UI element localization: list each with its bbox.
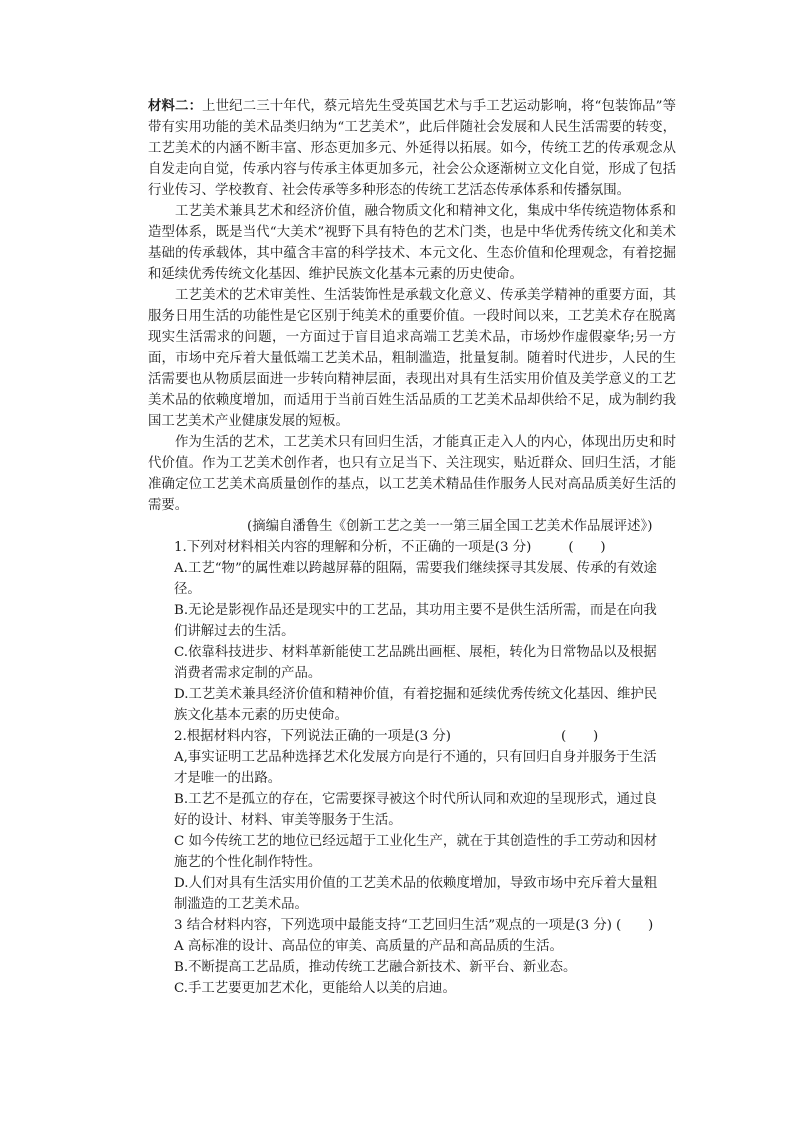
question-1-stem <box>148 537 676 558</box>
question-3-text: 3 结合材料内容，下列选项中最能支持“工艺回归生活”观点的一项是(3 分) <box>174 918 613 933</box>
question-3-option-c: C.手工艺要更加艺术化，更能给人以美的启迪。 <box>174 981 456 996</box>
question-2-option-d: D.人们对具有生活实用价值的工艺美术品的依赖度增加，导致市场中充斥着大量粗制滥造的工艺美术品。 <box>174 876 658 912</box>
material-paragraph-3: 工艺美术的艺术审美性、生活装饰性是承载文化意义、传承美学精神的重要方面，其服务日用生活的功能性是它区别于纯美术的重要价值。一段时间以来，工艺美术存在脱离现实生活需求的问题，一方面过于盲目追求高端工艺美术品，市场炒作虚假豪华;另一方面，市场中充斥着大量低端工艺美术品，粗制滥造，批量复制。随着时代进步，人民的生活需要也从物质层面进一步转向精神层面，表现出对具有生活实用价值及美学意义的工艺美术品的依赖度增加，而适用于当前百姓生活品质的工艺美术品却供给不足，成为制约我国工艺美术产业健康发展的短板。 <box>148 288 676 429</box>
question-3-option-b: B.不断提高工艺品质，推动传统工艺融合新技术、新平台、新业态。 <box>174 960 577 975</box>
material-paragraph-2: 工艺美术兼具艺术和经济价值，融合物质文化和精神文化，集成中华传统造物体系和造型体系，既是当代“大美术”视野下具有特色的艺术门类，也是中华优秀传统文化和美术基础的传承载体，其中蕴含丰富的科学技术、本元文化、生态价值和伦理观念，有着挖掘和延续优秀传统文化基因、维护民族文化基本元素的历史使命。 <box>148 204 676 282</box>
material-lead-label: 材料二： <box>148 98 203 114</box>
exam-page <box>148 96 676 999</box>
question-1-option-c: C.依靠科技进步、材料革新能使工艺品跳出画框、展柜，转化为日常物品以及根据消费者需求定制的产品。 <box>174 645 657 681</box>
question-3-option-a: A 高标准的设计、高品位的审美、高质量的产品和高品质的生活。 <box>174 939 563 954</box>
question-1-option-d: D.工艺美术兼具经济价值和精神价值，有着挖掘和延续优秀传统文化基因、维护民族文化基本元素的历史使命。 <box>174 687 658 723</box>
question-2-option-a: A,事实证明工艺品种选择艺术化发展方向是行不通的，只有回归自身并服务于生活才是唯一的出路。 <box>174 750 657 786</box>
question-2-stem <box>148 726 676 747</box>
source-citation: (摘编自潘鲁生《创新工艺之美一一第三届全国工艺美术作品展评述》) <box>247 519 653 534</box>
question-1-option-b: B.无论是影视作品还是现实中的工艺品，其功用主要不是供生活所需，而是在向我们讲解过去的生活。 <box>174 603 657 639</box>
question-1-text: 1.下列对材料相关内容的理解和分析，不正确的一项是(3 分) <box>174 540 532 555</box>
question-2-option-c: C 如今传统工艺的地位已经远超于工业化生产，就在于其创造性的手工劳动和因材施艺的个性化制作特性。 <box>174 834 658 870</box>
question-2-option-b: B.工艺不是孤立的存在，它需要探寻被这个时代所认同和欢迎的呈现形式，通过良好的设计、材料、审美等服务于生活。 <box>174 792 657 828</box>
question-2-answer-blank: ( ) <box>561 729 599 744</box>
question-3-stem <box>148 915 676 936</box>
question-2-text: 2.根据材料内容，下列说法正确的一项是(3 分) <box>174 729 452 744</box>
question-1-option-a: A.工艺“物”的属性难以跨越屏幕的阻隔，需要我们继续探寻其发展、传承的有效途径。 <box>174 561 657 597</box>
material-paragraph-1-text: 上世纪二三十年代，蔡元培先生受英国艺术与手工艺运动影响，将“包装饰品”等带有实用功能的美术品类归纳为“工艺美术”，此后伴随社会发展和人民生活需要的转变，工艺美术的内涵不断丰富、形态更加多元、外延得以拓展。如今，传统工艺的传承观念从自发走向自觉，传承内容与传承主体更加多元，社会公众逐渐树立文化自觉，形成了包括行业传习、学校教育、社会传承等多种形态的传统工艺活态传承体系和传播氛围。 <box>148 99 676 198</box>
question-3-answer-blank: ( ) <box>616 918 654 933</box>
material-paragraph-1 <box>148 96 676 201</box>
question-1-answer-blank: ( ) <box>568 540 606 555</box>
material-paragraph-4: 作为生活的艺术，工艺美术只有回归生活，才能真正走入人的内心，体现出历史和时代价值。作为工艺美术创作者，也只有立足当下、关注现实，贴近群众、回归生活，才能准确定位工艺美术高质量创作的基点，以工艺美术精品佳作服务人民对高品质美好生活的需要。 <box>148 435 676 513</box>
